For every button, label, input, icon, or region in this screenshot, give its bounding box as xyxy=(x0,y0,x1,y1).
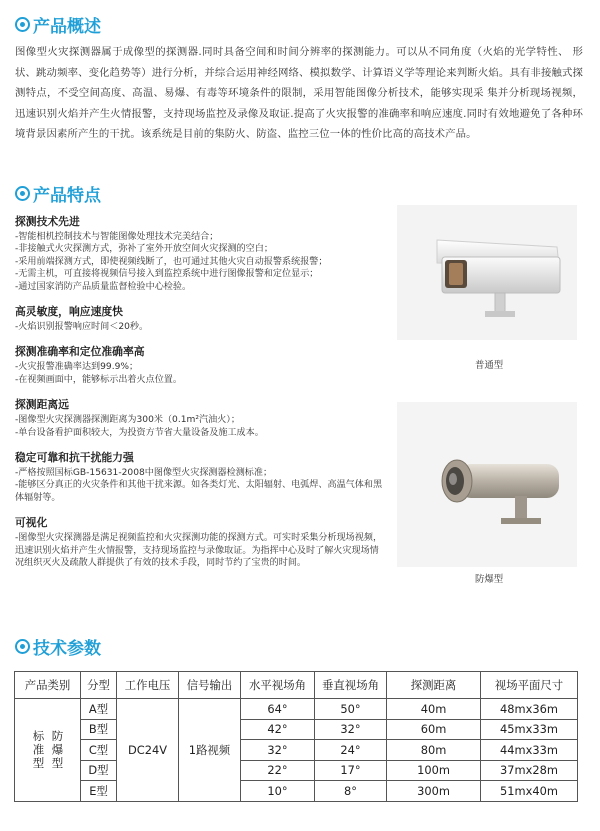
col-header: 视场平面尺寸 xyxy=(481,672,578,699)
v-angle-cell: 8° xyxy=(315,781,387,802)
caption-explosion-proof: 防爆型 xyxy=(475,574,504,585)
distance-cell: 100m xyxy=(387,760,481,781)
feature-line: -能够区分真正的火灾条件和其他干扰来源。如各类灯光、太阳辐射、电弧焊、高温气体和黑体辐射等。 xyxy=(15,480,383,503)
distance-cell: 80m xyxy=(387,740,481,761)
table-row xyxy=(15,781,578,802)
col-header: 探测距离 xyxy=(387,672,481,699)
type-cell: E型 xyxy=(81,781,117,802)
overview-title: 产品概述 xyxy=(15,12,101,37)
category-cell xyxy=(15,699,81,802)
features-title: 产品特点 xyxy=(15,181,101,206)
distance-cell: 60m xyxy=(387,719,481,740)
h-angle-cell: 64° xyxy=(241,699,315,720)
h-angle-cell: 42° xyxy=(241,719,315,740)
features-list xyxy=(15,214,385,581)
size-cell: 45mx33m xyxy=(481,719,578,740)
feature-line: -采用前端探测方式，即使视频线断了，也可通过其他火灾自动报警系统报警； xyxy=(15,256,328,267)
col-header: 水平视场角 xyxy=(241,672,315,699)
table-header-row xyxy=(15,672,578,699)
feature-block xyxy=(15,344,385,386)
feature-heading: 稳定可靠和抗干扰能力强 xyxy=(15,451,134,465)
explosion-proof-fire-camera-icon xyxy=(397,402,577,567)
distance-cell: 40m xyxy=(387,699,481,720)
feature-line: -非接触式火灾探测方式，弥补了室外开放空间火灾探测的空白； xyxy=(15,244,273,255)
feature-block xyxy=(15,397,385,439)
size-cell: 44mx33m xyxy=(481,740,578,761)
bullet-ring-icon xyxy=(15,17,30,32)
h-angle-cell: 10° xyxy=(241,781,315,802)
feature-block xyxy=(15,515,385,569)
feature-heading: 高灵敏度，响应速度快 xyxy=(15,305,123,319)
v-angle-cell: 32° xyxy=(315,719,387,740)
table-row xyxy=(15,760,578,781)
v-angle-cell: 17° xyxy=(315,760,387,781)
feature-line: -火焰识别报警响应时间＜20秒。 xyxy=(15,322,149,333)
feature-line: -通过国家消防产品质量监督检验中心检验。 xyxy=(15,281,192,292)
v-angle-cell: 24° xyxy=(315,740,387,761)
overview-text: 图像型火灾探测器属于成像型的探测器.同时具备空间和时间分辨率的探测能力。可以从不同角度（火焰的光学特性、 形状、跳动频率、变化趋势等）进行分析，并综合运用神经网络、模拟数学、计算语义学等理论来判断火焰。具有非接触式探测特点，不受空间高度、高温、易爆、有毒等环境条件的限制，采用智能图像分析技术，能够实现采 集并分析现场视频，迅速识别火焰并产生火情报警，支持现场监控及录像及取证.提高了火灾报警的准确率和响应速度.同时有效地避免了各种环境背景因素所产生的干扰。该系统是目前的集防火、防盗、监控三位一体的性价比高的高技术产品。 xyxy=(15,46,583,141)
col-header: 产品类别 xyxy=(15,672,81,699)
distance-cell: 300m xyxy=(387,781,481,802)
feature-block xyxy=(15,450,385,504)
type-cell: C型 xyxy=(81,740,117,761)
specs-table xyxy=(14,671,578,802)
table-row xyxy=(15,699,578,720)
signal-cell: 1路视频 xyxy=(179,699,241,802)
category-explosion: 防爆型 xyxy=(50,729,65,770)
specs-title: 技术参数 xyxy=(15,634,101,659)
feature-line: -图像型火灾探测器是满足视频监控和火灾探测功能的探测方式。可实时采集分析现场视频，迅速识别火焰并产生火情报警，支持现场监控与录像取证。为指挥中心及时了解火灾现场情况组织灭火及疏散人群提供了有效的技术手段，同时节约了宝贵的时间。 xyxy=(15,533,383,569)
feature-line: -图像型火灾探测器探测距离为300米（0.1m²汽油火）； xyxy=(15,415,240,426)
table-row xyxy=(15,740,578,761)
size-cell: 51mx40m xyxy=(481,781,578,802)
feature-heading: 探测准确率和定位准确率高 xyxy=(15,345,145,359)
feature-line: -智能相机控制技术与智能图像处理技术完美结合； xyxy=(15,232,219,242)
feature-line: -火灾报警准确率达到99.9%； xyxy=(15,362,139,373)
feature-heading: 探测距离远 xyxy=(15,398,69,412)
col-header: 垂直视场角 xyxy=(315,672,387,699)
feature-heading: 探测技术先进 xyxy=(15,215,80,228)
bullet-ring-icon xyxy=(15,186,30,201)
feature-line: -在视频画面中，能够标示出着火点位置。 xyxy=(15,374,182,385)
category-standard: 标准型 xyxy=(31,729,46,770)
table-row xyxy=(15,719,578,740)
v-angle-cell: 50° xyxy=(315,699,387,720)
h-angle-cell: 32° xyxy=(241,740,315,761)
col-header: 分型 xyxy=(81,672,117,699)
type-cell: D型 xyxy=(81,760,117,781)
feature-line: -无需主机，可直接将视频信号接入到监控系统中进行图像报警和定位显示； xyxy=(15,269,319,280)
bullet-ring-icon xyxy=(15,639,30,654)
col-header: 工作电压 xyxy=(117,672,179,699)
feature-heading: 可视化 xyxy=(15,516,48,530)
size-cell: 37mx28m xyxy=(481,760,578,781)
feature-block xyxy=(15,304,385,333)
caption-standard: 普通型 xyxy=(475,360,504,371)
type-cell: A型 xyxy=(81,699,117,720)
feature-line: -单台设备看护面积较大，为投资方节省大量设备及施工成本。 xyxy=(15,427,264,438)
size-cell: 48mx36m xyxy=(481,699,578,720)
feature-line: -严格按照国标GB-15631-2008中图像型火灾探测器检测标准； xyxy=(15,468,273,479)
feature-block xyxy=(15,214,385,293)
standard-fire-camera-icon xyxy=(397,205,577,340)
col-header: 信号输出 xyxy=(179,672,241,699)
type-cell: B型 xyxy=(81,719,117,740)
h-angle-cell: 22° xyxy=(241,760,315,781)
voltage-cell: DC24V xyxy=(117,699,179,802)
